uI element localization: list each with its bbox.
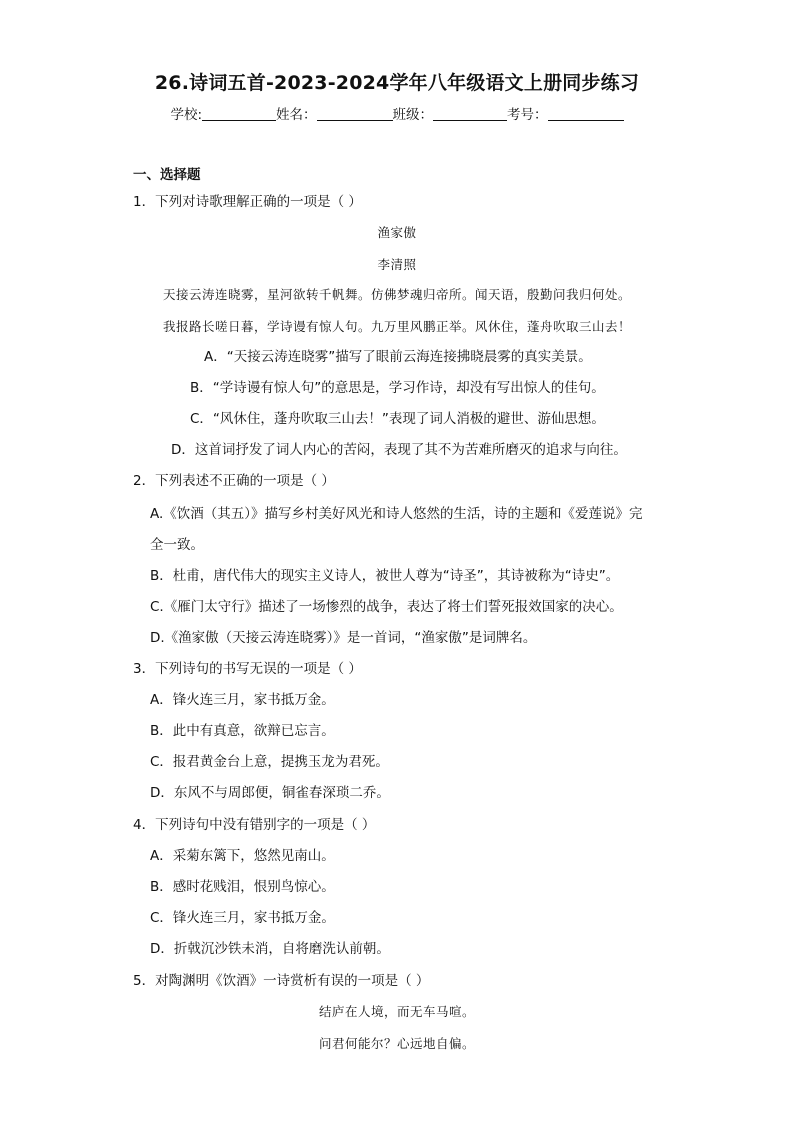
school-blank[interactable] (202, 107, 276, 121)
section-heading: 一、选择题 (133, 167, 201, 183)
class-blank[interactable] (433, 107, 507, 121)
q2-option-b[interactable]: B．杜甫，唐代伟大的现实主义诗人，被世人尊为“诗圣”，其诗被称为“诗史”。 (150, 568, 620, 584)
q1-option-d[interactable]: D．这首词抒发了词人内心的苦闷，表现了其不为苦难所磨灭的追求与向往。 (171, 442, 627, 458)
q3-option-a[interactable]: A．锋火连三月，家书抵万金。 (150, 692, 335, 708)
q3-option-c[interactable]: C．报君黄金台上意，提携玉龙为君死。 (150, 754, 389, 770)
q4-option-c[interactable]: C．锋火连三月，家书抵万金。 (150, 910, 335, 926)
q1-poem-line-2: 我报路长嗟日暮，学诗谩有惊人句。九万里风鹏正举。风休住，蓬舟吹取三山去！ (162, 319, 631, 334)
exam-no-blank[interactable] (548, 107, 624, 121)
q4-option-d[interactable]: D．折戟沉沙铁未消，自将磨洗认前朝。 (150, 941, 390, 957)
student-info-line (0, 103, 794, 123)
name-label: 姓名： (276, 107, 317, 123)
q4-stem: 4．下列诗句中没有错别字的一项是（ ） (133, 817, 376, 833)
q1-poem-line-1: 天接云涛连晓雾，星河欲转千帆舞。仿佛梦魂归帝所。闻天语，殷勤问我归何处。 (162, 287, 631, 302)
q1-poem-author: 李清照 (377, 257, 417, 272)
q5-stem: 5．对陶渊明《饮酒》一诗赏析有误的一项是（ ） (133, 973, 430, 989)
q2-option-d[interactable]: D.《渔家傲（天接云涛连晓雾）》是一首词，“渔家傲”是词牌名。 (150, 630, 537, 646)
q5-poem-line-2: 问君何能尔？心远地自偏。 (318, 1036, 475, 1051)
q3-stem: 3．下列诗句的书写无误的一项是（ ） (133, 661, 362, 677)
q3-option-d[interactable]: D．东风不与周郎便，铜雀春深琐二乔。 (150, 785, 390, 801)
school-label: 学校: (170, 107, 203, 123)
q2-option-c[interactable]: C.《雁门太守行》描述了一场惨烈的战争，表达了将士们誓死报效国家的决心。 (150, 599, 623, 615)
q1-option-c[interactable]: C．“风休住，蓬舟吹取三山去！”表现了词人消极的避世、游仙思想。 (190, 411, 605, 427)
q5-poem-line-1: 结庐在人境，而无车马喧。 (318, 1004, 475, 1019)
q3-option-b[interactable]: B．此中有真意，欲辩已忘言。 (150, 723, 335, 739)
q2-option-a-line-1[interactable]: A.《饮酒（其五）》描写乡村美好风光和诗人悠然的生活，诗的主题和《爱莲说》完 (150, 506, 643, 522)
q1-poem-title: 渔家傲 (377, 225, 417, 240)
class-label: 班级： (392, 107, 434, 123)
q4-option-b[interactable]: B．感时花贱泪，恨别鸟惊心。 (150, 879, 335, 895)
q4-option-a[interactable]: A．采菊东篱下，悠然见南山。 (150, 848, 335, 864)
q1-option-a[interactable]: A．“天接云涛连晓雾”描写了眼前云海连接拂晓晨雾的真实美景。 (204, 349, 592, 365)
name-blank[interactable] (317, 107, 393, 121)
q2-option-a-line-2[interactable]: 全一致。 (150, 537, 204, 553)
exam-no-label: 考号： (507, 107, 548, 123)
q2-stem: 2．下列表述不正确的一项是（ ） (133, 473, 335, 489)
page-title: 26.诗词五首-2023-2024学年八年级语文上册同步练习 (154, 72, 640, 94)
q1-stem: 1．下列对诗歌理解正确的一项是（ ） (133, 194, 362, 210)
q1-option-b[interactable]: B．“学诗谩有惊人句”的意思是，学习作诗，却没有写出惊人的佳句。 (190, 380, 605, 396)
